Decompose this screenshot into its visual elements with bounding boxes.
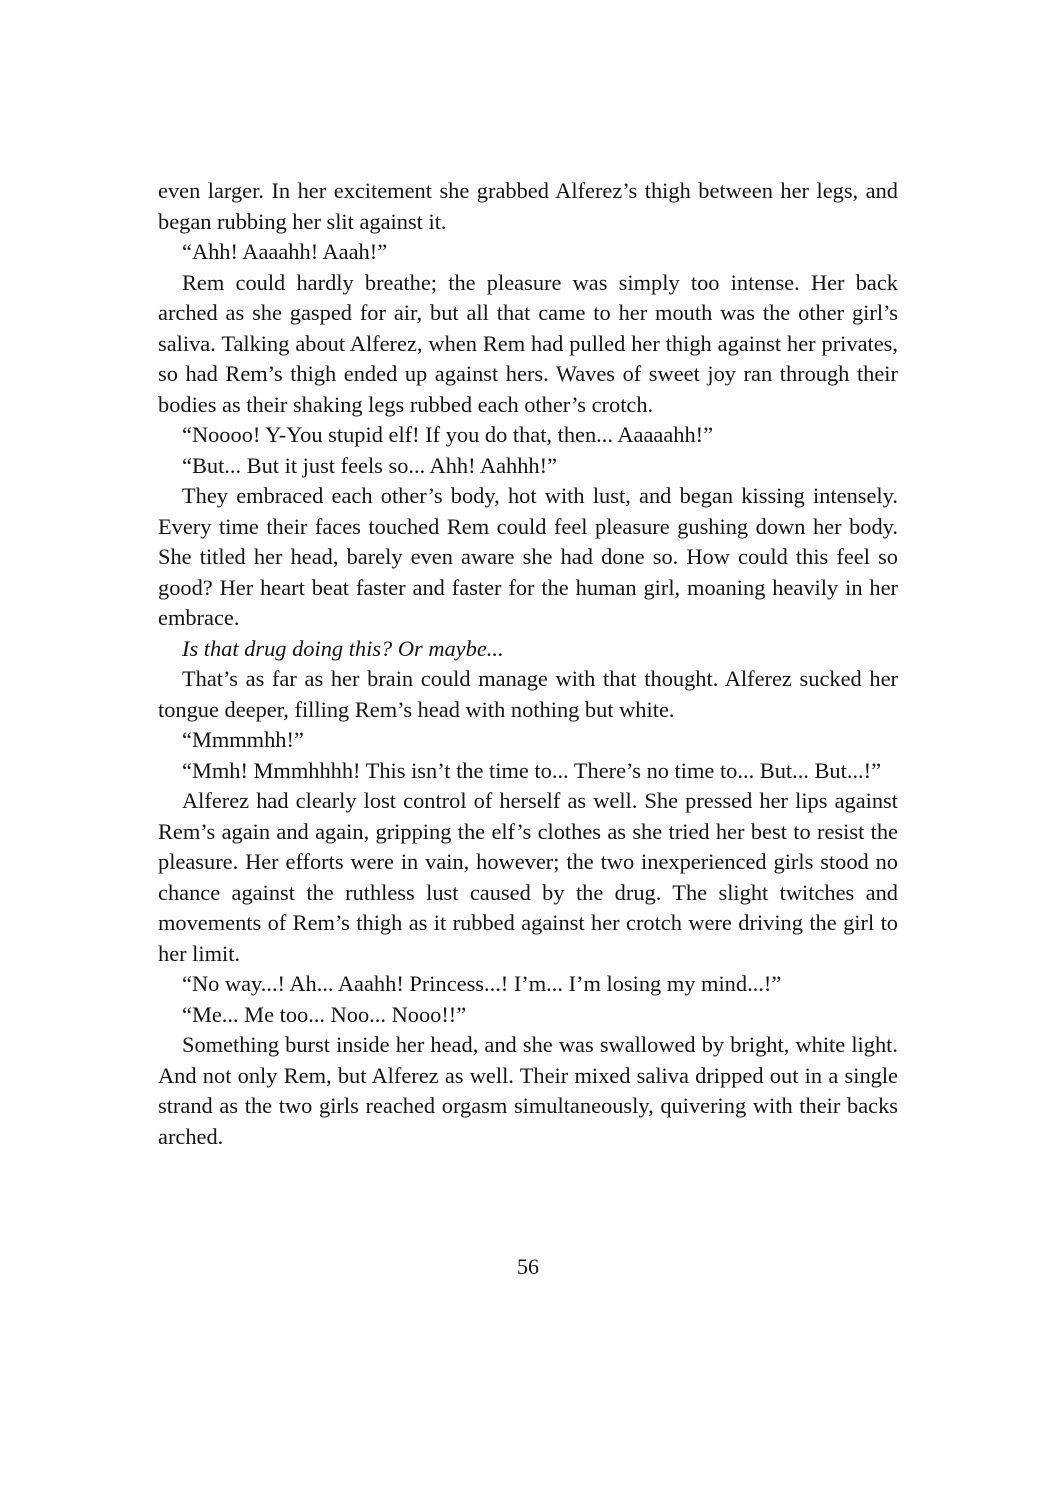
paragraph: They embraced each other’s body, hot with lust, and began kissing intensely. Every time their faces touched Rem could feel pleasure gushing down her body. She titled her head, barely even aware she had done so. How could this feel so good? Her heart beat faster and faster for the human girl, moaning heavily in her embrace. [158,483,898,630]
paragraph: “Mmmmhh!” [182,727,304,752]
paragraph: “Me... Me too... Noo... Nooo!!” [182,1001,467,1027]
paragraph: even larger. In her excitement she grabbed Alferez’s thigh between her legs, and began rubbing her slit against it. [158,178,898,234]
paragraph: “Noooo! Y-You stupid elf! If you do that, then... Aaaaahh!” [182,422,714,447]
paragraph: “Ahh! Aaaahh! Aaah!” [182,239,388,264]
paragraph: Is that drug doing this? Or maybe... [182,635,504,661]
text-block [158,176,898,1152]
paragraph: Alferez had clearly lost control of herself as well. She pressed her lips against Rem’s again and again, gripping the elf’s clothes as she tried her best to resist the pleasure. Her efforts were in vain, however; the two inexperienced girls stood no chance against the ruthless lust caused by the drug. The slight twitches and movements of Rem’s thigh as it rubbed against her crotch were driving the girl to her limit. [158,788,898,966]
paragraph: “But... But it just feels so... Ahh! Aahhh!” [182,452,558,478]
page-number: 56 [517,1254,539,1279]
paragraph: That’s as far as her brain could manage with that thought. Alferez sucked her tongue deeper, filling Rem’s head with nothing but white. [158,666,898,722]
paragraph: Something burst inside her head, and she was swallowed by bright, white light. And not only Rem, but Alferez as well. Their mixed saliva dripped out in a single strand as the two girls reached orgasm simultaneously, quivering with their backs arched. [158,1032,898,1149]
paragraph: “No way...! Ah... Aaahh! Princess...! I’m... I’m losing my mind...!” [182,971,782,996]
paragraph: “Mmh! Mmmhhhh! This isn’t the time to... There’s no time to... But... But...!” [182,757,882,783]
paragraph: Rem could hardly breathe; the pleasure was simply too intense. Her back arched as she gasped for air, but all that came to her mouth was the other girl’s saliva. Talking about Alferez, when Rem had pulled her thigh against her privates, so had Rem’s thigh ended up against hers. Waves of sweet joy ran through their bodies as their shaking legs rubbed each other’s crotch. [158,269,898,417]
